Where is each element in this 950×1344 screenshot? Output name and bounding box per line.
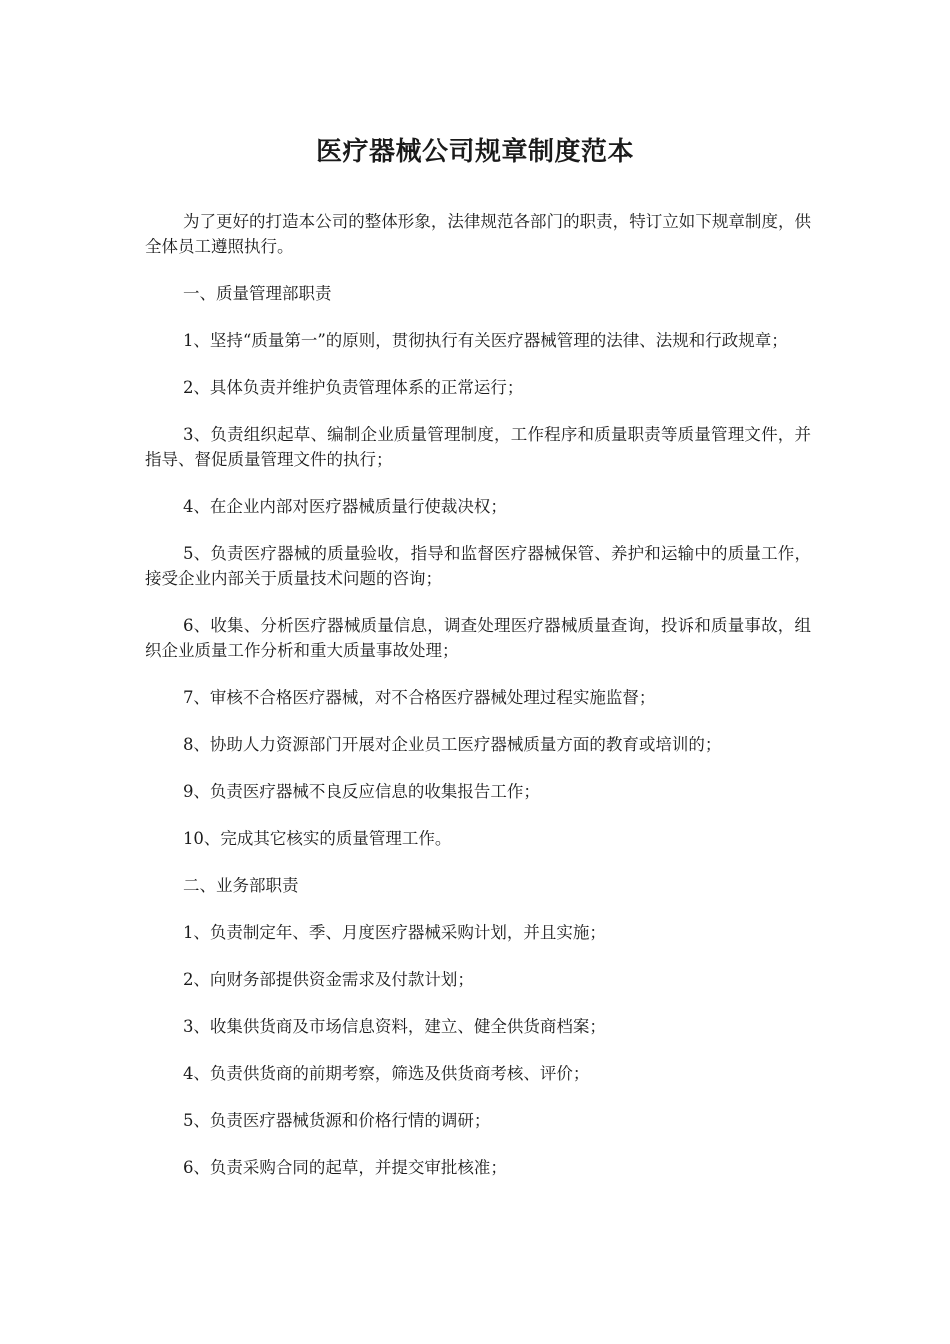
list-item: 2、具体负责并维护负责管理体系的正常运行； (182, 378, 524, 397)
list-item: 10、完成其它核实的质量管理工作。 (182, 829, 452, 848)
list-item: 7、审核不合格医疗器械，对不合格医疗器械处理过程实施监督； (182, 688, 656, 707)
list-item: 2、向财务部提供资金需求及付款计划； (182, 970, 474, 989)
document-body (145, 209, 811, 1202)
list-item: 8、协助人力资源部门开展对企业员工医疗器械质量方面的教育或培训的； (182, 735, 722, 754)
list-item: 6、收集、分析医疗器械质量信息，调查处理医疗器械质量查询，投诉和质量事故，组织企业质量工作分析和重大质量事故处理； (145, 616, 811, 660)
list-item: 5、负责医疗器械的质量验收，指导和监督医疗器械保管、养护和运输中的质量工作，接受企业内部关于质量技术问题的咨询； (145, 544, 811, 588)
list-item: 5、负责医疗器械货源和价格行情的调研； (182, 1111, 491, 1130)
section-heading-business: 二、业务部职责 (182, 876, 299, 895)
list-item: 1、负责制定年、季、月度医疗器械采购计划，并且实施； (182, 923, 606, 942)
list-item: 4、负责供货商的前期考察，筛选及供货商考核、评价； (182, 1064, 590, 1083)
list-item: 3、负责组织起草、编制企业质量管理制度，工作程序和质量职责等质量管理文件，并指导、督促质量管理文件的执行； (145, 425, 811, 469)
document-title: 医疗器械公司规章制度范本 (315, 137, 634, 167)
list-item: 1、坚持“质量第一”的原则，贯彻执行有关医疗器械管理的法律、法规和行政规章； (182, 331, 788, 350)
list-item: 3、收集供货商及市场信息资料，建立、健全供货商档案； (182, 1017, 606, 1036)
intro-paragraph: 为了更好的打造本公司的整体形象，法律规范各部门的职责，特订立如下规章制度，供全体员工遵照执行。 (145, 212, 811, 256)
list-item: 6、负责采购合同的起草，并提交审批核准； (182, 1158, 507, 1177)
list-item: 4、在企业内部对医疗器械质量行使裁决权； (182, 497, 507, 516)
section-heading-quality: 一、质量管理部职责 (182, 284, 332, 303)
list-item: 9、负责医疗器械不良反应信息的收集报告工作； (182, 782, 540, 801)
